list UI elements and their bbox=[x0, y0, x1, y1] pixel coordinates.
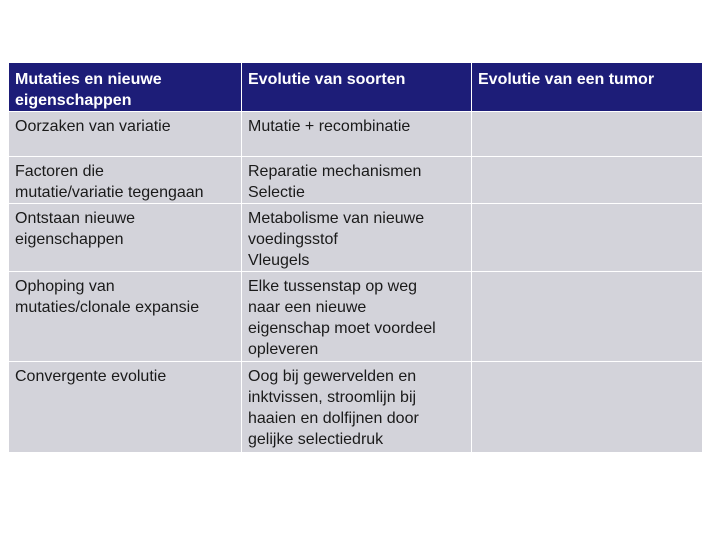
header-text: Mutaties en nieuwe bbox=[15, 71, 162, 88]
header-text: Evolutie van een tumor bbox=[478, 71, 655, 88]
header-row bbox=[9, 63, 703, 112]
species-cell bbox=[242, 204, 472, 272]
cell-text: Oog bij gewervelden en bbox=[248, 368, 417, 385]
table-row bbox=[9, 272, 703, 362]
table-row bbox=[9, 362, 703, 453]
row-label-cell bbox=[9, 362, 242, 453]
cell-text: gelijke selectiedruk bbox=[248, 431, 384, 448]
row-label-cell bbox=[9, 112, 242, 157]
species-cell bbox=[242, 272, 472, 362]
cell-text: Reparatie mechanismen bbox=[248, 163, 422, 180]
tumor-cell bbox=[472, 204, 703, 272]
header-cell-species-evolution bbox=[242, 63, 472, 112]
species-cell bbox=[242, 157, 472, 204]
cell-text: opleveren bbox=[248, 341, 319, 358]
cell-text: Ophoping van bbox=[15, 278, 115, 295]
cell-text: Selectie bbox=[248, 184, 305, 201]
tumor-cell bbox=[472, 157, 703, 204]
header-cell-tumor-evolution bbox=[472, 63, 703, 112]
row-label-cell bbox=[9, 204, 242, 272]
table-row bbox=[9, 112, 703, 157]
table-row bbox=[9, 157, 703, 204]
cell-text: Mutatie + recombinatie bbox=[248, 118, 411, 135]
species-cell bbox=[242, 362, 472, 453]
cell-text: Ontstaan nieuwe bbox=[15, 210, 136, 227]
cell-text: mutatie/variatie tegengaan bbox=[15, 184, 204, 201]
cell-text: mutaties/clonale expansie bbox=[15, 299, 200, 316]
tumor-cell bbox=[472, 112, 703, 157]
species-cell bbox=[242, 112, 472, 157]
cell-text: Convergente evolutie bbox=[15, 368, 167, 385]
comparison-table bbox=[8, 62, 703, 453]
cell-text: naar een nieuwe bbox=[248, 299, 367, 316]
header-text: eigenschappen bbox=[15, 92, 132, 109]
cell-text: eigenschappen bbox=[15, 231, 124, 248]
header-text: Evolutie van soorten bbox=[248, 71, 406, 88]
cell-text: Factoren die bbox=[15, 163, 104, 180]
row-label-cell bbox=[9, 272, 242, 362]
cell-text: Metabolisme van nieuwe bbox=[248, 210, 425, 227]
cell-text: Oorzaken van variatie bbox=[15, 118, 171, 135]
cell-text: voedingsstof bbox=[248, 231, 338, 248]
cell-text: eigenschap moet voordeel bbox=[248, 320, 436, 337]
cell-text: Vleugels bbox=[248, 252, 310, 269]
tumor-cell bbox=[472, 362, 703, 453]
row-label-cell bbox=[9, 157, 242, 204]
cell-text: haaien en dolfijnen door bbox=[248, 410, 419, 427]
header-cell-mutations bbox=[9, 63, 242, 112]
tumor-cell bbox=[472, 272, 703, 362]
cell-text: Elke tussenstap op weg bbox=[248, 278, 417, 295]
cell-text: inktvissen, stroomlijn bij bbox=[248, 389, 417, 406]
table-row bbox=[9, 204, 703, 272]
